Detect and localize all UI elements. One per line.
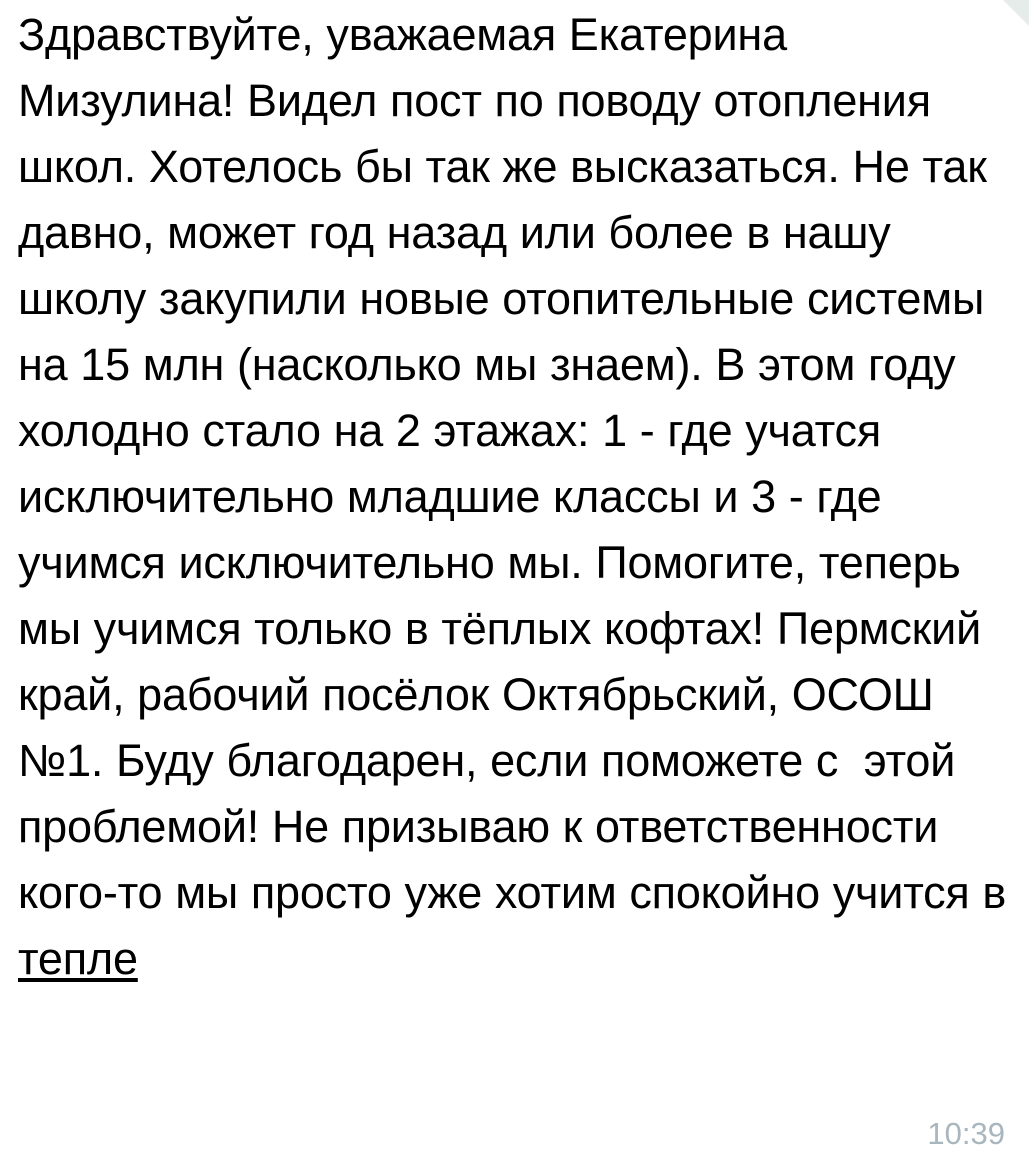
message-timestamp: 10:39 [927,1116,1005,1151]
message-body [18,0,1019,992]
message-body-text: Здравствуйте, уважаемая Екатерина Мизулина! Видел пост по поводу отопления школ. Хотелось бы так же высказаться. Не так давно, может год назад или более в нашу школу закупили новые отопительные системы на 15 млн (насколько мы знаем). В этом году холодно стало на 2 этажах: 1 - где учатся исключительно младшие классы и 3 - где учимся исключительно мы. Помогите, теперь мы учимся только в тёплых кофтах! Пермский край, рабочий посёлок Октябрьский, ОСОШ №1. Буду благодарен, если поможете с этой проблемой! Не призываю к ответственности кого-то мы просто уже хотим спокойно учится в [18,9,1019,918]
bubble-corner-decoration [1003,0,1029,26]
message-link[interactable]: тепле [18,933,138,984]
